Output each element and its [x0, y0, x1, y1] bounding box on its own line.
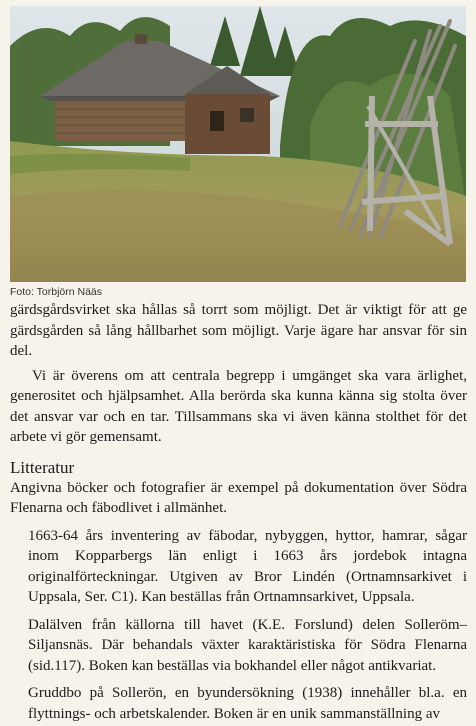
paragraph: Vi är överens om att centrala begrepp i umgänget ska vara ärlighet, generositet och hjälpsamhet. Alla berörda ska kunna känna sig stolta över det ansvar var och en tar. Tillsammans ska vi även känna stolthet för det arbete vi gör gemensamt.: [10, 367, 467, 445]
photo-cabin-icon: [10, 6, 466, 282]
reference-item: Dalälven från källorna till havet (K.E. Forslund) delen Solleröm–Siljansnäs. Där behandals växter karaktäristiska för Södra Flenarna (sid.117). Boken kan beställas via bokhandel eller något antikvariat.: [28, 616, 467, 674]
paragraph: gärdsgårdsvirket ska hållas så torrt som möjligt. Det är viktigt för att ge gärdsgården så lång hållbarhet som möjligt. Varje ägare har ansvar för sin del.: [10, 302, 467, 359]
section-intro: Angivna böcker och fotografier är exempel på dokumentation över Södra Flenarna och fäbodlivet i allmänhet.: [10, 479, 467, 516]
reference-item: Gruddbo på Sollerön, en byundersökning (1938) innehåller bl.a. en flyttnings- och arbetskalender. Boken är en unik sammanställning av: [28, 685, 467, 722]
cabin-photo: [10, 6, 466, 282]
photo-caption: Foto: Torbjörn Nääs: [10, 286, 103, 298]
section-heading: Litteratur: [10, 457, 75, 477]
article-body: [10, 300, 467, 724]
reference-item: 1663-64 års inventering av fäbodar, nybyggen, hyttor, hamrar, sågar inom Kopparbergs län enligt i 1663 års jordebok intagna originalförteckningar. Utgiven av Bror Lindén (Ortnamnsarkivet i Uppsala, Ser. C1). Kan beställas från Ortnamnsarkivet, Uppsala.: [28, 527, 467, 605]
